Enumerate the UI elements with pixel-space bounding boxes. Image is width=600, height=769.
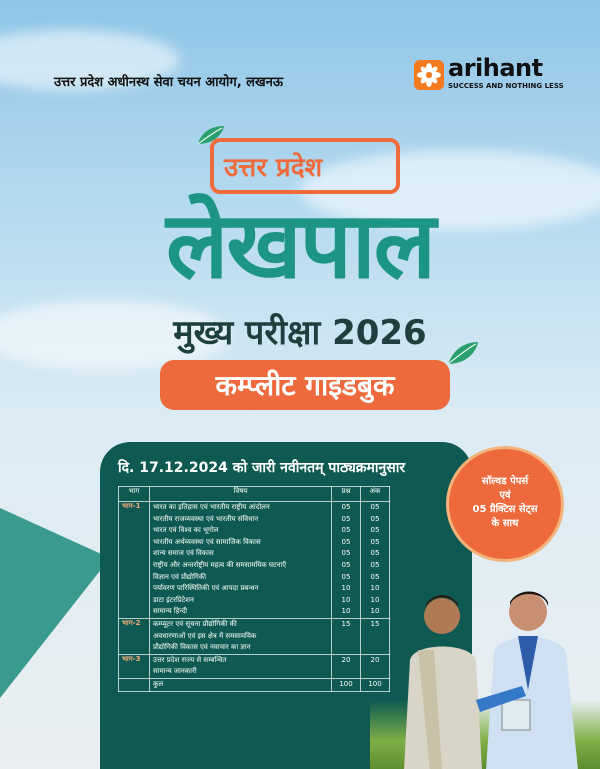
part-label xyxy=(119,678,150,691)
state-label: उत्तर प्रदेश xyxy=(224,153,323,183)
question-count: 05 xyxy=(341,514,351,523)
subject-list xyxy=(150,654,332,678)
question-count: 10 xyxy=(341,607,351,616)
mark-count xyxy=(361,618,390,654)
subject-item: विज्ञान एवं प्रौद्योगिकी xyxy=(153,572,207,581)
subject-item: शान्य समाज एवं विकास xyxy=(153,549,214,558)
question-count: 05 xyxy=(341,560,351,569)
part-label: भाग-1 xyxy=(119,502,150,619)
question-count: 05 xyxy=(341,572,351,581)
subject-item: भारत का इतिहास एवं भारतीय राष्ट्रीय आंदोलन xyxy=(153,503,270,511)
book-title: लेखपाल xyxy=(165,192,435,299)
badge-line: सॉल्वड पेपर्स xyxy=(481,476,529,487)
subject-item: डाटा इंटरप्रिटेशन xyxy=(153,595,194,604)
mark-count: 10 xyxy=(370,595,380,604)
solved-papers-badge xyxy=(446,446,564,562)
table-row xyxy=(119,502,390,619)
mark-count: 15 xyxy=(370,619,380,628)
subject-list xyxy=(150,618,332,654)
leaf-icon xyxy=(446,340,480,366)
syllabus-note: दि. 17.12.2024 को जारी नवीनतम् पाठ्यक्रमानुसार xyxy=(118,460,406,476)
table-row-total xyxy=(119,678,390,691)
question-count xyxy=(332,654,361,678)
publisher-logo xyxy=(414,54,564,100)
mark-count xyxy=(361,654,390,678)
subject-item: प्रौद्योगिकी विकास एवं नवाचार का ज्ञान xyxy=(153,643,251,652)
mark-counts xyxy=(361,502,390,619)
subject-item: अवधारणाओं एवं इस क्षेत्र में समसामयिक xyxy=(153,631,257,640)
mark-count: 05 xyxy=(370,526,380,535)
question-count: 15 xyxy=(341,619,351,628)
mark-count: 05 xyxy=(370,514,380,523)
total-marks xyxy=(361,678,390,691)
question-count: 05 xyxy=(341,503,351,511)
subject-item: कुल xyxy=(153,679,164,688)
state-label-box xyxy=(210,138,400,194)
header-questions: प्रश्न xyxy=(332,487,361,502)
question-count: 10 xyxy=(341,584,351,593)
subject-item: उत्तर प्रदेश राज्य से सम्बन्धित xyxy=(153,655,227,664)
mark-count: 05 xyxy=(370,560,380,569)
part-label: भाग-3 xyxy=(119,654,150,678)
guide-label: कम्प्लीट गाइडबुक xyxy=(215,369,395,402)
syllabus-table xyxy=(118,486,390,692)
total-questions xyxy=(332,678,361,691)
part-label: भाग-2 xyxy=(119,618,150,654)
subject-item: सामान्य जानकारी xyxy=(153,667,197,676)
table-header-row xyxy=(119,487,390,502)
exam-title: मुख्य परीक्षा 2026 xyxy=(173,313,427,353)
mark-count: 05 xyxy=(370,572,380,581)
mark-count: 10 xyxy=(370,584,380,593)
mark-count: 05 xyxy=(370,537,380,546)
people-illustration xyxy=(390,590,600,769)
question-count: 20 xyxy=(341,655,351,664)
mark-count: 05 xyxy=(370,503,380,511)
header-subject: विषय xyxy=(150,487,332,502)
question-count: 05 xyxy=(341,549,351,558)
question-count: 10 xyxy=(341,595,351,604)
mark-count: 10 xyxy=(370,607,380,616)
publisher-tagline: SUCCESS AND NOTHING LESS xyxy=(448,82,564,90)
decorative-triangle xyxy=(0,508,110,698)
subject-item: भारतीय अर्थव्यवस्था एवं सामाजिक विकास xyxy=(153,537,261,546)
subject-item: सामान्य हिन्दी xyxy=(153,607,188,616)
badge-line: के साथ xyxy=(491,518,519,529)
subject-item: भारत एवं विश्व का भूगोल xyxy=(153,526,219,535)
mark-count: 20 xyxy=(370,655,380,664)
question-counts xyxy=(332,502,361,619)
question-count: 05 xyxy=(341,537,351,546)
question-count: 100 xyxy=(339,679,353,688)
question-count xyxy=(332,618,361,654)
badge-text xyxy=(449,475,561,531)
badge-line: एवं xyxy=(499,490,511,501)
table-row xyxy=(119,654,390,678)
flower-icon xyxy=(414,60,444,90)
mark-count: 100 xyxy=(368,679,382,688)
subject-item: कम्प्यूटर एवं सूचना प्रौद्योगिकी की xyxy=(153,619,237,628)
subject-item: पर्यावरण पारिस्थितिकी एवं आपदा प्रबन्धन xyxy=(153,584,259,593)
guide-banner xyxy=(160,360,450,410)
question-count: 05 xyxy=(341,526,351,535)
mark-count: 05 xyxy=(370,549,380,558)
subject-item: राष्ट्रीय और अन्तर्राष्ट्रीय महत्व की समसामयिक घटनाएँ xyxy=(153,560,287,569)
total-label xyxy=(150,678,332,691)
badge-line: 05 प्रैक्टिस सेट्स xyxy=(472,504,538,515)
header-marks: अंक xyxy=(361,487,390,502)
publisher-name: arihant xyxy=(448,54,543,82)
table-row xyxy=(119,618,390,654)
header-part: भाग xyxy=(119,487,150,502)
subject-item: भारतीय राजव्यवस्था एवं भारतीय संविधान xyxy=(153,514,259,523)
organization-name: उत्तर प्रदेश अधीनस्थ सेवा चयन आयोग, लखनऊ xyxy=(54,75,284,90)
subject-list xyxy=(150,502,332,619)
